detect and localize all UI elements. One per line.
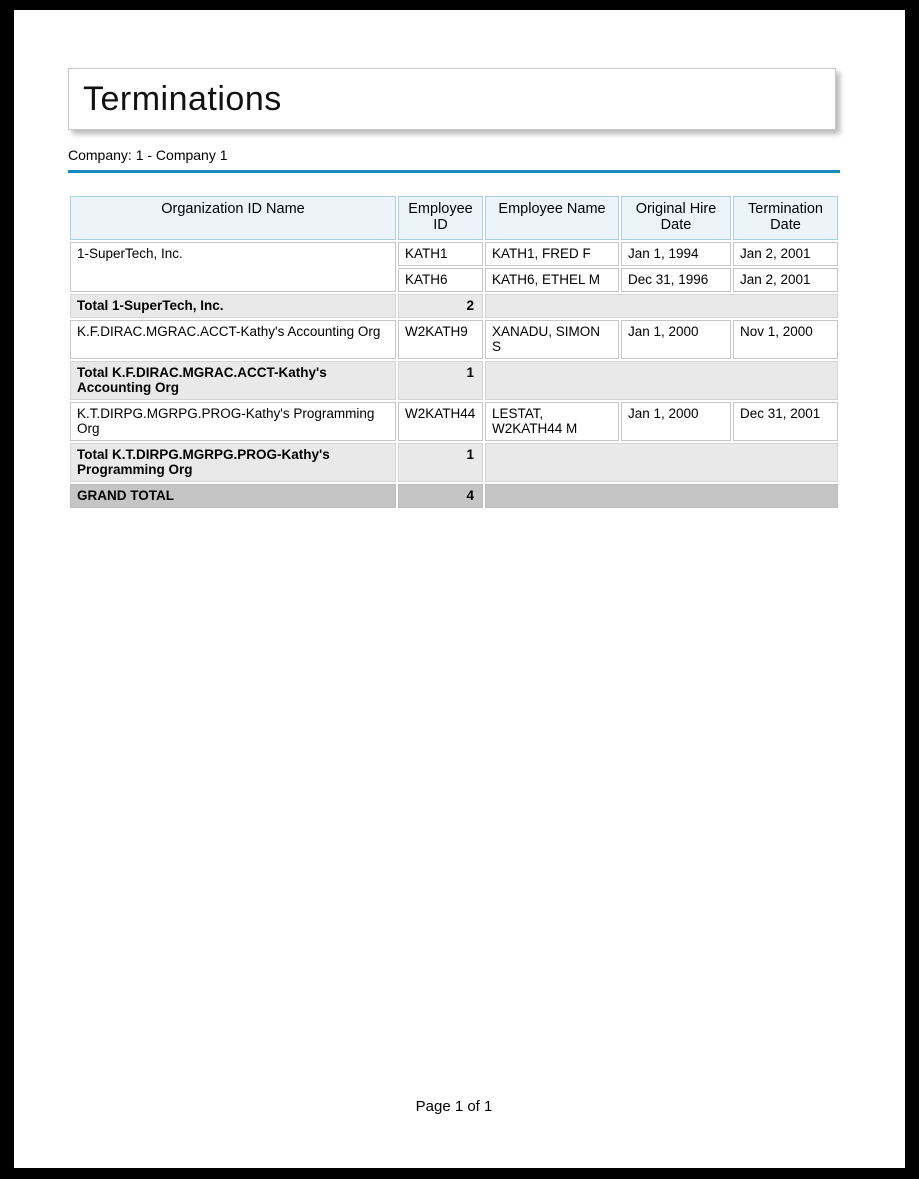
col-header-organization-id-name: Organization ID Name (70, 196, 396, 240)
employee-id-cell: W2KATH44 (398, 402, 483, 441)
employee-name-cell: KATH6, ETHEL M (485, 268, 619, 292)
hire-date-cell: Jan 1, 2000 (621, 402, 731, 441)
org-name-cell: K.F.DIRAC.MGRAC.ACCT-Kathy's Accounting Org (70, 320, 396, 359)
group-total-filler (485, 443, 838, 482)
col-header-termination-date: Termination Date (733, 196, 838, 240)
grand-total-filler (485, 484, 838, 508)
group-total-filler (485, 294, 838, 318)
report-content (68, 10, 840, 510)
group-total-filler (485, 361, 838, 400)
hire-date-cell: Jan 1, 2000 (621, 320, 731, 359)
group-total-label: Total K.F.DIRAC.MGRAC.ACCT-Kathy's Accounting Org (70, 361, 396, 400)
report-title: Terminations (83, 79, 282, 118)
termination-date-cell: Jan 2, 2001 (733, 242, 838, 266)
group-total-row (70, 443, 838, 482)
table-row (70, 402, 838, 441)
group-total-label: Total K.T.DIRPG.MGRPG.PROG-Kathy's Programming Org (70, 443, 396, 482)
company-filter-line (68, 147, 840, 173)
table-header-row (70, 196, 838, 240)
table-row (70, 242, 838, 266)
grand-total-count: 4 (398, 484, 483, 508)
terminations-table (68, 194, 840, 510)
employee-id-cell: KATH1 (398, 242, 483, 266)
org-name-cell: K.T.DIRPG.MGRPG.PROG-Kathy's Programming Org (70, 402, 396, 441)
employee-name-cell: LESTAT, W2KATH44 M (485, 402, 619, 441)
col-header-employee-id: Employee ID (398, 196, 483, 240)
employee-id-cell: W2KATH9 (398, 320, 483, 359)
termination-date-cell: Jan 2, 2001 (733, 268, 838, 292)
group-total-label: Total 1-SuperTech, Inc. (70, 294, 396, 318)
termination-date-cell: Dec 31, 2001 (733, 402, 838, 441)
col-header-original-hire-date: Original Hire Date (621, 196, 731, 240)
grand-total-row (70, 484, 838, 508)
report-page (14, 10, 905, 1168)
employee-name-cell: KATH1, FRED F (485, 242, 619, 266)
grand-total-label: GRAND TOTAL (70, 484, 396, 508)
col-header-employee-name: Employee Name (485, 196, 619, 240)
group-total-row (70, 361, 838, 400)
hire-date-cell: Dec 31, 1996 (621, 268, 731, 292)
group-total-row (70, 294, 838, 318)
termination-date-cell: Nov 1, 2000 (733, 320, 838, 359)
employee-id-cell: KATH6 (398, 268, 483, 292)
employee-name-cell: XANADU, SIMON S (485, 320, 619, 359)
group-total-count: 1 (398, 443, 483, 482)
org-name-cell: 1-SuperTech, Inc. (70, 242, 396, 292)
group-total-count: 1 (398, 361, 483, 400)
company-label: Company: 1 - Company 1 (68, 147, 228, 163)
table-row (70, 320, 838, 359)
page-number: Page 1 of 1 (415, 1098, 493, 1115)
hire-date-cell: Jan 1, 1994 (621, 242, 731, 266)
report-title-box (68, 68, 836, 130)
group-total-count: 2 (398, 294, 483, 318)
